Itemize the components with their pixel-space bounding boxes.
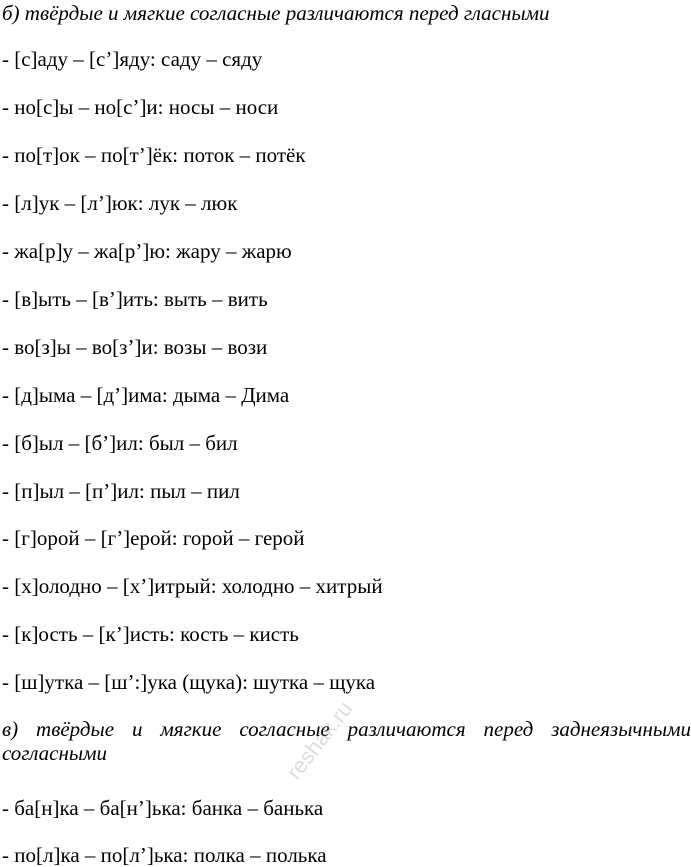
example-line: - [к]ость – [к’]исть: кость – кисть [2,622,299,646]
example-line: - [д]ыма – [д’]има: дыма – Дима [2,383,290,407]
example-line: - по[т]ок – по[т’]ёк: поток – потёк [2,143,306,167]
example-line: - [п]ыл – [п’]ил: пыл – пил [2,479,240,503]
example-line: - [л]ук – [л’]юк: лук – люк [2,191,238,215]
section-b-heading: б) твёрдые и мягкие согласные различаются перед гласными [2,1,550,25]
example-line: - [с]аду – [с’]яду: саду – сяду [2,47,263,71]
example-line: - по[л]ка – по[л’]ька: полка – полька [2,843,327,867]
example-line: - во[з]ы – во[з’]и: возы – вози [2,335,268,359]
example-line: - [х]олодно – [х’]итрый: холодно – хитрый [2,574,383,598]
example-line: - но[с]ы – но[с’]и: носы – носи [2,95,279,119]
section-v-heading: в) твёрдые и мягкие согласные различаются перед заднеязычными согласными [2,717,691,765]
example-line: - [в]ыть – [в’]ить: выть – вить [2,287,268,311]
example-line: - [ш]утка – [ш’:]ука (щука): шутка – щука [2,670,376,694]
example-line: - [б]ыл – [б’]ил: был – бил [2,431,238,455]
example-line: - ба[н]ка – ба[н’]ька: банка – банька [2,796,324,820]
example-line: - жа[р]у – жа[р’]ю: жару – жарю [2,239,292,263]
example-line: - [г]орой – [г’]ерой: горой – герой [2,526,305,550]
watermark-logo: reshak.ru [281,696,358,785]
